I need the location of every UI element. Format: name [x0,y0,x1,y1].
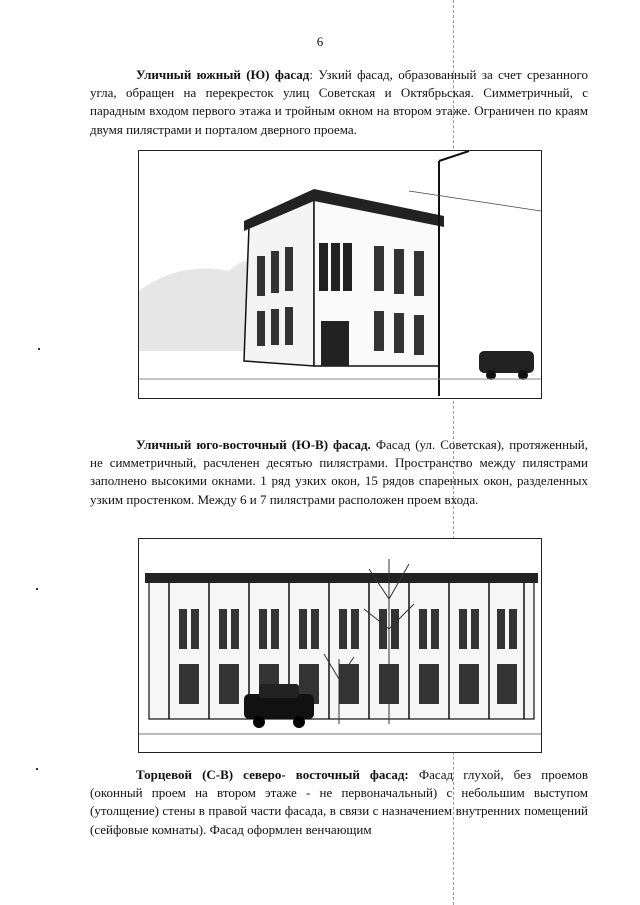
paragraph-text: Фасад (ул. Советская), протяженный, не симметричный, расчленен десятью пилястрами. Пространство между пилястрами заполнено высокими окнами. 1 ряд узких окон, 15 рядов спаренных окон, разделенных узким простенком. Между 6 и 7 пилястрами расположен проем входа. [90,437,589,507]
corner-building-drawing [139,151,541,398]
long-facade-drawing [139,539,541,752]
long-facade-photo [138,538,542,753]
paragraph-heading: Уличный южный (Ю) фасад [136,67,310,82]
paragraph-south-facade [90,66,588,139]
corner-building-photo [138,150,542,399]
paragraph-heading: Торцевой (С-В) северо- восточный фасад: [136,767,409,782]
page-number: 6 [316,34,324,49]
paragraph-heading: Уличный юго-восточный (Ю-В) фасад. [136,437,371,452]
paragraph-text: Фасад глухой, без проемов (оконный проем на втором этаже - не первоначальный) с небольшим выступом (утолщение) стены в правой части фасада, в связи с назначением внутренних помещений (сейфовые комнаты). Фасад оформлен венчающим [90,767,589,837]
paragraph-southeast-facade [90,436,588,509]
scan-speck [38,348,40,350]
paragraph-northeast-facade [90,766,588,839]
scan-speck [36,768,38,770]
scan-speck [36,588,38,590]
paragraph-text: : Узкий фасад, образованный за счет срезанного угла, обращен на перекресток улиц Советская и Октябрьская. Симметричный, с парадным входом первого этажа и тройным окном на втором этаже. Ограничен по краям двумя пилястрами и порталом дверного проема. [90,67,588,137]
